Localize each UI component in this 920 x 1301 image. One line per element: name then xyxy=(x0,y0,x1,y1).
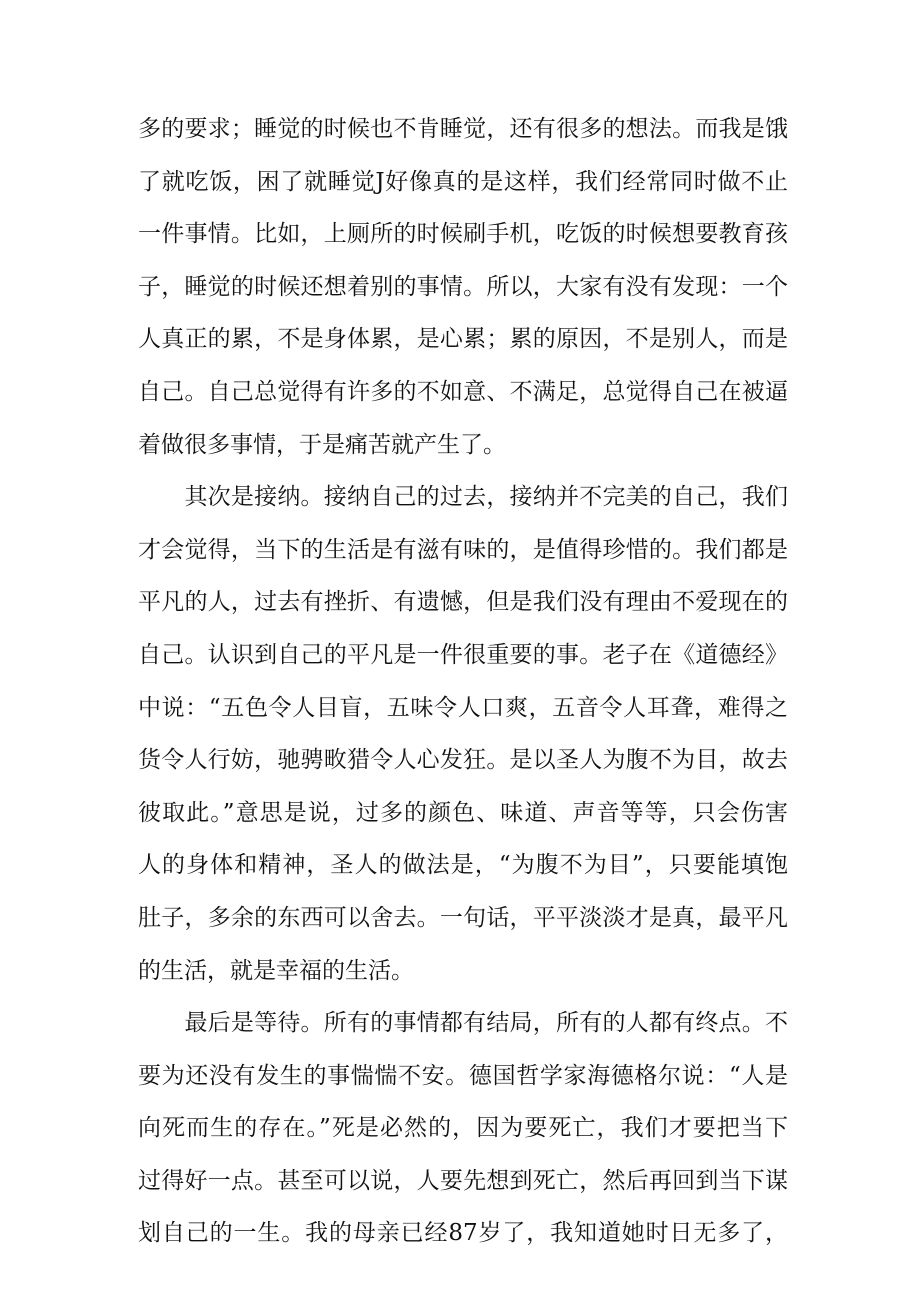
text-line: 多的要求；睡觉的时候也不肯睡觉，还有很多的想法。而我是饿 xyxy=(138,116,788,142)
text-line: 了就吃饭，困了就睡觉J好像真的是这样，我们经常同时做不止 xyxy=(138,168,788,195)
text-line: 过得好一点。甚至可以说，人要先想到死亡，然后再回到当下谋 xyxy=(138,1167,788,1194)
text-line: 人的身体和精神，圣人的做法是，“为腹不为目”，只要能填饱 xyxy=(138,852,788,879)
text-line: 其次是接纳。接纳自己的过去，接纳并不完美的自己，我们 xyxy=(138,484,788,511)
text-line: 着做很多事情，于是痛苦就产生了。 xyxy=(138,431,506,458)
text-line: 彼取此。”意思是说，过多的颜色、味道、声音等等，只会伤害 xyxy=(138,799,788,826)
text-line: 要为还没有发生的事惴惴不安。德国哲学家海德格尔说：“人是 xyxy=(138,1062,788,1089)
text-line: 平凡的人，过去有挫折、有遗憾，但是我们没有理由不爱现在的 xyxy=(138,589,788,616)
text-line: 最后是等待。所有的事情都有结局，所有的人都有终点。不 xyxy=(138,1010,788,1037)
text-line: 自己。认识到自己的平凡是一件很重要的事。老子在《道德经》 xyxy=(138,641,788,668)
text-line: 向死而生的存在。”死是必然的，因为要死亡，我们才要把当下 xyxy=(138,1115,788,1142)
text-line: 划自己的一生。我的母亲已经87岁了，我知道她时日无多了， xyxy=(138,1220,788,1247)
body-text xyxy=(138,103,788,1260)
text-line: 的生活，就是幸福的生活。 xyxy=(138,957,414,984)
text-line: 货令人行妨，驰骋畋猎令人心发狂。是以圣人为腹不为目，故去 xyxy=(138,747,788,774)
text-line: 中说：“五色令人目盲，五味令人口爽，五音令人耳聋，难得之 xyxy=(138,694,788,721)
text-line: 子，睡觉的时候还想着别的事情。所以，大家有没有发现：一个 xyxy=(138,273,788,300)
text-line: 自己。自己总觉得有许多的不如意、不满足，总觉得自己在被逼 xyxy=(138,378,788,405)
text-line: 一件事情。比如，上厕所的时候刷手机，吃饭的时候想要教育孩 xyxy=(138,221,788,248)
text-line: 肚子，多余的东西可以舍去。一句话，平平淡淡才是真，最平凡 xyxy=(138,904,788,931)
text-line: 人真正的累，不是身体累，是心累；累的原因，不是别人，而是 xyxy=(138,326,788,353)
text-line: 才会觉得，当下的生活是有滋有味的，是值得珍惜的。我们都是 xyxy=(138,536,788,563)
